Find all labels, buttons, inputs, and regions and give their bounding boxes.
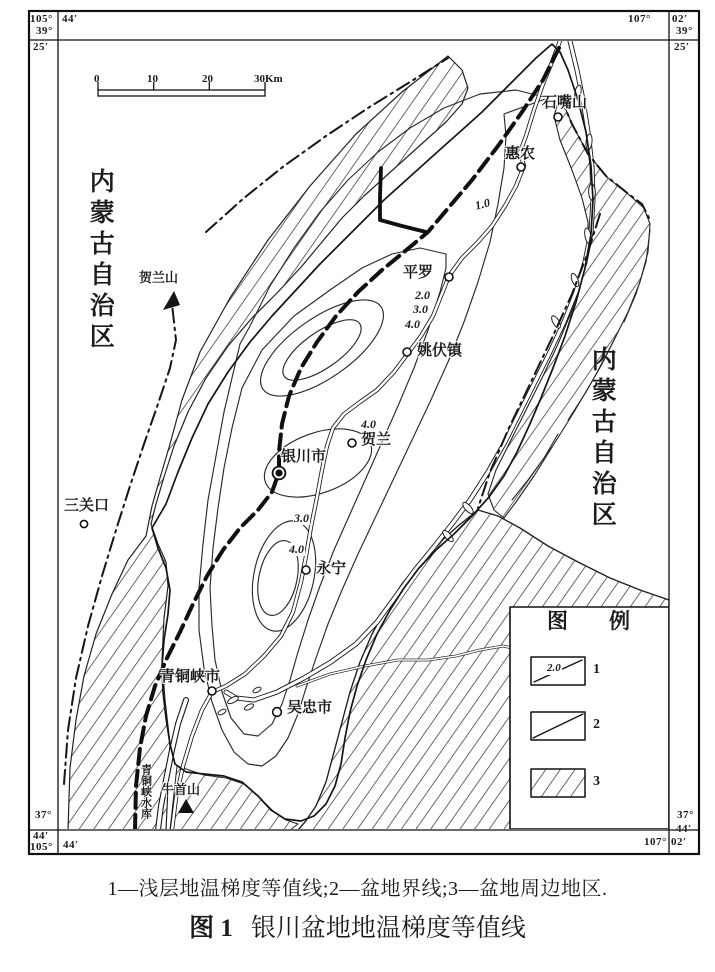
label-wuzhong: 吴忠市 <box>287 700 333 716</box>
label-yaofuzhen: 姚伏镇 <box>417 343 463 359</box>
marker-pingluo <box>445 273 453 281</box>
coord-tr-lat-min: 25′ <box>674 41 690 53</box>
hatch-south-strip <box>170 766 298 830</box>
label-reservoir: 青铜峡水库 <box>139 764 152 819</box>
label-qingtongxia: 青铜峡市 <box>160 669 221 685</box>
marker-yinchuan-inner <box>276 470 282 476</box>
coord-br-lon-min: 02′ <box>671 836 687 848</box>
figure-title: 银川盆地地温梯度等值线 <box>250 915 526 942</box>
helanshan-arrowhead <box>163 291 180 310</box>
marker-yaofuzhen <box>403 348 411 356</box>
label-pingluo: 平罗 <box>403 265 434 281</box>
marker-wuzhong <box>273 708 282 717</box>
coord-tl-lat-min: 25′ <box>33 41 49 53</box>
label-sanguankou: 三关口 <box>64 498 110 514</box>
coord-br-lat-min: 44′ <box>676 823 692 835</box>
coord-br-lon-deg: 107° <box>644 836 667 848</box>
legend-swatch-hatched <box>531 769 585 797</box>
scale-tick-10: 10 <box>147 73 158 85</box>
coord-br-lat-deg: 37° <box>677 809 694 821</box>
label-huinong: 惠农 <box>505 146 536 162</box>
marker-huinong <box>517 163 525 171</box>
marker-qingtongxia <box>208 687 216 695</box>
scale-bar <box>98 82 265 96</box>
coord-tr-lon-min: 02′ <box>672 13 688 25</box>
coord-tr-lon-deg: 107° <box>628 13 651 25</box>
coord-tl-lon-min: 44′ <box>62 13 78 25</box>
legend-item-2-number: 2 <box>593 717 600 732</box>
legend-item-1-number: 1 <box>593 662 600 677</box>
contour-label-3.0: 3.0 <box>413 302 428 316</box>
caption-legend-note: 1—浅层地温梯度等值线;2—盆地界线;3—盆地周边地区. <box>107 878 608 900</box>
figure-caption <box>0 916 715 942</box>
region-label-left: 内蒙古自治区 <box>86 168 114 354</box>
label-yinchuan: 银川市 <box>281 449 327 465</box>
legend-title: 图 例 <box>547 609 640 633</box>
label-helanshan: 贺兰山 <box>139 270 179 285</box>
contour-label-4.0: 4.0 <box>405 317 420 331</box>
figure-number: 图 1 <box>189 915 233 942</box>
label-shizuishan: 石嘴山 <box>542 95 588 111</box>
legend-item-3-number: 3 <box>593 774 600 789</box>
label-yongning: 永宁 <box>316 561 347 577</box>
legend-box <box>510 607 669 829</box>
marker-shizuishan <box>554 113 562 121</box>
coord-tr-lat-deg: 39° <box>676 25 693 37</box>
coord-bl-lat-deg: 37° <box>35 809 52 821</box>
railway-branch <box>380 168 426 232</box>
marker-yongning <box>302 566 310 574</box>
coord-tl-lat-deg: 39° <box>36 25 53 37</box>
scale-tick-20: 20 <box>202 73 213 85</box>
contour-label-4.0-helan: 4.0 <box>361 417 376 431</box>
scale-tick-30km: 30Km <box>254 73 283 85</box>
contour-label-2.0: 2.0 <box>415 288 430 302</box>
marker-helan <box>348 439 356 447</box>
contour-3_0-yongning <box>243 515 325 637</box>
coord-bl-lon-min: 44′ <box>63 839 79 851</box>
contour-label-3.0-yongning: 3.0 <box>294 511 309 525</box>
coord-tl-lon-deg: 105° <box>30 13 53 25</box>
scale-tick-0: 0 <box>94 73 100 85</box>
contour-label-1.0: 1.0 <box>473 195 492 213</box>
label-niushoushan: 牛首山 <box>161 782 201 797</box>
marker-sanguankou <box>80 520 87 527</box>
label-helan: 贺兰 <box>361 432 392 448</box>
contour-label-4.0-yongning: 4.0 <box>289 542 304 556</box>
legend-sample-value: 2.0 <box>547 662 561 674</box>
region-label-right: 内蒙古自治区 <box>588 346 616 532</box>
coord-bl-lat-min: 44′ <box>33 830 49 842</box>
coord-bl-lon-deg: 105° <box>30 841 53 853</box>
